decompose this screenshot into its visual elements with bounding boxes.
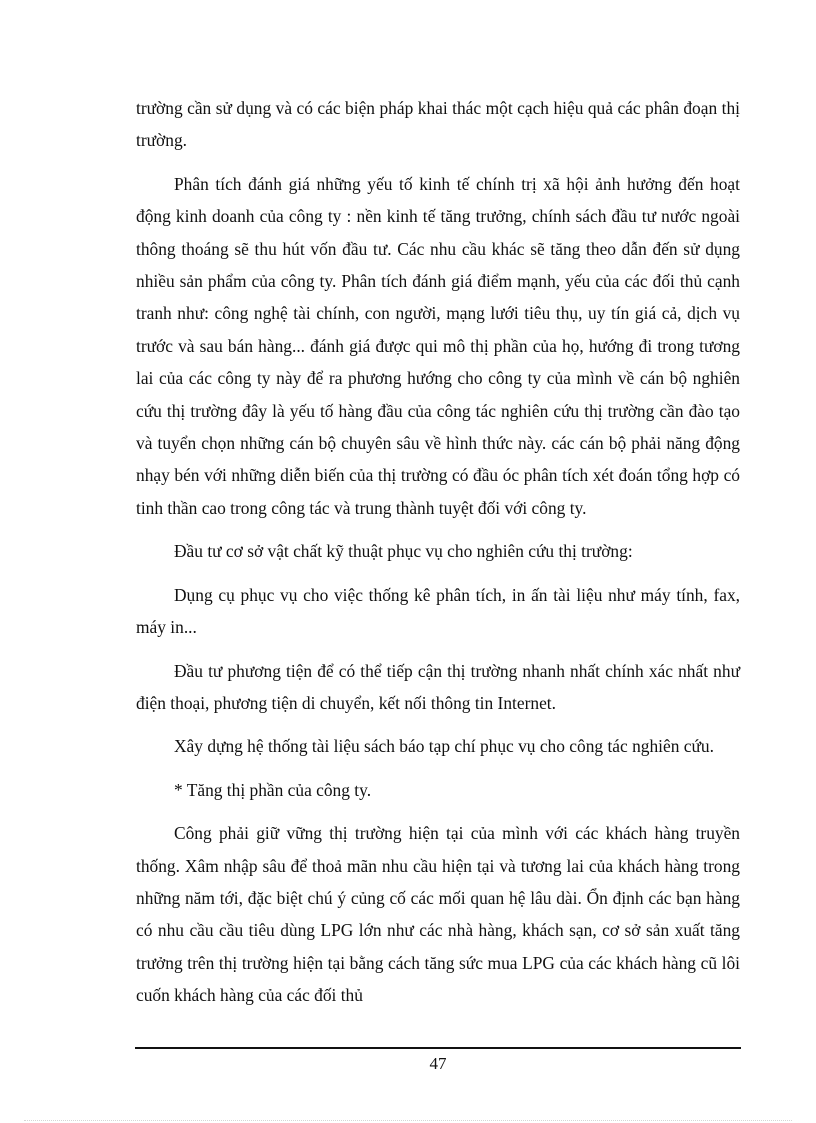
paragraph-market-share-heading: * Tăng thị phần của công ty. [174, 779, 372, 800]
paragraph-customers: Công phải giữ vững thị trường hiện tại của mình với các khách hàng truyền thống. Xâm nhập sâu để thoả mãn nhu cầu hiện tại và tương lai của khách hàng trong những năm tới, đặc biệt chú ý củng cố các mối quan hệ lâu dài. Ổn định các bạn hàng có nhu cầu cầu tiêu dùng LPG lớn như các nhà hàng, khách sạn, cơ sở sản xuất tăng trưởng trên thị trường hiện tại bằng cách tăng sức mua LPG của các khách hàng cũ lôi cuốn khách hàng của các đối thủ [136, 823, 740, 1006]
paragraph-continuation: trường cần sử dụng và có các biện pháp khai thác một cạch hiệu quả các phân đoạn thị trường. [136, 98, 740, 151]
page-number: 47 [429, 1054, 447, 1073]
paragraph-means: Đầu tư phương tiện để có thể tiếp cận thị trường nhanh nhất chính xác nhất như điện thoại, phương tiện di chuyển, kết nối thông tin Internet. [136, 660, 740, 713]
paragraph-library: Xây dựng hệ thống tài liệu sách báo tạp chí phục vụ cho công tác nghiên cứu. [174, 736, 714, 757]
page-bottom-edge [24, 1120, 792, 1121]
paragraph-investment-heading: Đầu tư cơ sở vật chất kỹ thuật phục vụ cho nghiên cứu thị trường: [174, 541, 633, 562]
paragraph-analysis: Phân tích đánh giá những yếu tố kinh tế chính trị xã hội ảnh hưởng đến hoạt động kinh doanh của công ty : nền kinh tế tăng trưởng, chính sách đầu tư nước ngoài thông thoáng sẽ thu hút vốn đầu tư. Các nhu cầu khác sẽ tăng theo dẫn đến sử dụng nhiều sản phẩm của công ty. Phân tích đánh giá điểm mạnh, yếu của các đối thủ cạnh tranh như: công nghệ tài chính, con người, mạng lưới tiêu thụ, uy tín giá cả, dịch vụ trước và sau bán hàng... đánh giá được qui mô thị phần của họ, hướng đi trong tương lai của các công ty này để ra phương hướng cho công ty của mình về cán bộ nghiên cứu thị trường đây là yếu tố hàng đầu của công tác nghiên cứu thị trường cần đào tạo và tuyển chọn những cán bộ chuyên sâu về hình thức này. các cán bộ phải năng động nhạy bén với những diễn biến của thị trường có đầu óc phân tích xét đoán tổng hợp có tinh thần cao trong công tác và trung thành tuyệt đối với công ty. [136, 173, 740, 518]
body-text [136, 92, 740, 1012]
footer-divider [135, 1047, 741, 1049]
paragraph-equipment: Dụng cụ phục vụ cho việc thống kê phân tích, in ấn tài liệu như máy tính, fax, máy in... [136, 584, 740, 638]
